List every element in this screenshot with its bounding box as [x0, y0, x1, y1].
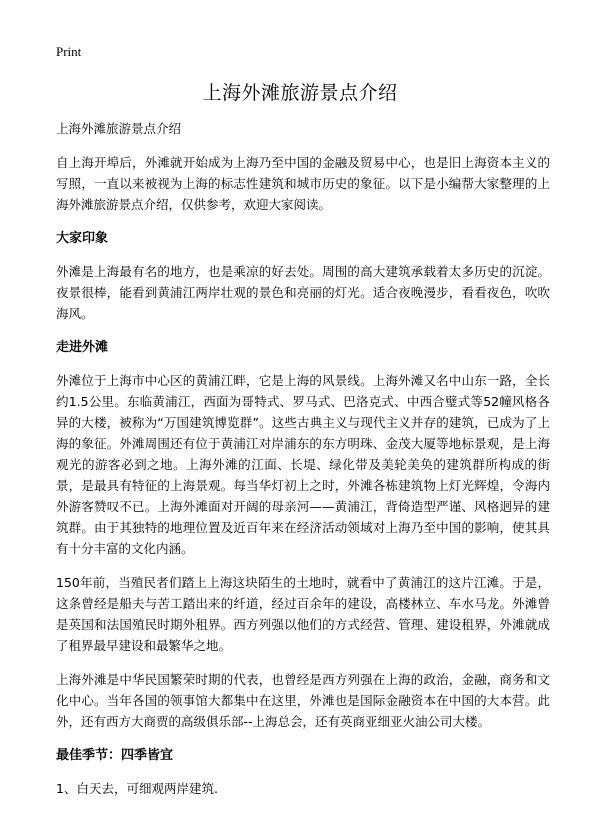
paragraph: 外滩位于上海市中心区的黄浦江畔，它是上海的风景线。上海外滩又名中山东一路，全长约1.5公里。东临黄浦江，西面为哥特式、罗马式、巴洛克式、中西合璧式等52幢风格各异的大楼，被称为“万国建筑博览群”。这些古典主义与现代主义并存的建筑，已成为了上海的象征。外滩周围还有位于黄浦江对岸浦东的东方明珠、金茂大厦等地标景观，是上海观光的游客必到之地。上海外滩的江面、长堤、绿化带及美轮美奂的建筑群所构成的街景，是最具有特征的上海景观。每当华灯初上之时，外滩各栋建筑物上灯光辉煌，令海内外游客赞叹不已。上海外滩面对开阔的母亲河——黄浦江，背倚造型严谨、风格迥异的建筑群。由于其独特的地理位置及近百年来在经济活动领域对上海乃至中国的影响，使其具有十分丰富的文化内涵。 — [56, 373, 550, 556]
paragraph: 外滩是上海最有名的地方，也是乘凉的好去处。周围的高大建筑承载着太多历史的沉淀。夜景很棒，能看到黄浦江两岸壮观的景色和亮丽的灯光。适合夜晚漫步，看看夜色，吹吹海风。 — [56, 264, 550, 321]
section-heading: 走进外滩 — [56, 340, 109, 355]
paragraph: 150年前，当殖民者们踏上上海这块陌生的土地时，就看中了黄浦江的这片江滩。于是，这条曾经是船夫与苦工踏出来的纤道，经过百余年的建设，高楼林立、车水马龙。外滩曾是英国和法国殖民时期外租界。西方列强以他们的方式经营、管理、建设租界，外滩就成了租界最早建设和最繁华之地。 — [56, 575, 550, 653]
section-impression — [56, 228, 550, 324]
page-title: 上海外滩旅游景点介绍 — [202, 82, 398, 104]
section-heading: 大家印象 — [56, 231, 109, 246]
section-heading: 最佳季节：四季皆宜 — [56, 748, 174, 763]
article-subtitle: 上海外滩旅游景点介绍 — [56, 121, 182, 136]
paragraph: 1、白天去，可细观两岸建筑. — [56, 781, 218, 796]
intro-paragraph: 自上海开埠后，外滩就开始成为上海乃至中国的金融及贸易中心，也是旧上海资本主义的写照，一直以来被视为上海的标志性建筑和城市历史的象征。以下是小编帮大家整理的上海外滩旅游景点介绍，仅供参考，欢迎大家阅读。 — [56, 155, 550, 212]
paragraph: 上海外滩是中华民国繁荣时期的代表，也曾经是西方列强在上海的政治，金融，商务和文化中心。当年各国的领事馆大都集中在这里，外滩也是国际金融资本在中国的大本营。此外，还有西方大商贾的高级俱乐部--上海总会，还有英商亚细亚火油公司大楼。 — [56, 672, 550, 729]
section-best-season — [56, 745, 550, 799]
section-bund-intro — [56, 337, 550, 732]
print-link[interactable]: Print — [56, 44, 82, 59]
article-body — [56, 118, 550, 812]
